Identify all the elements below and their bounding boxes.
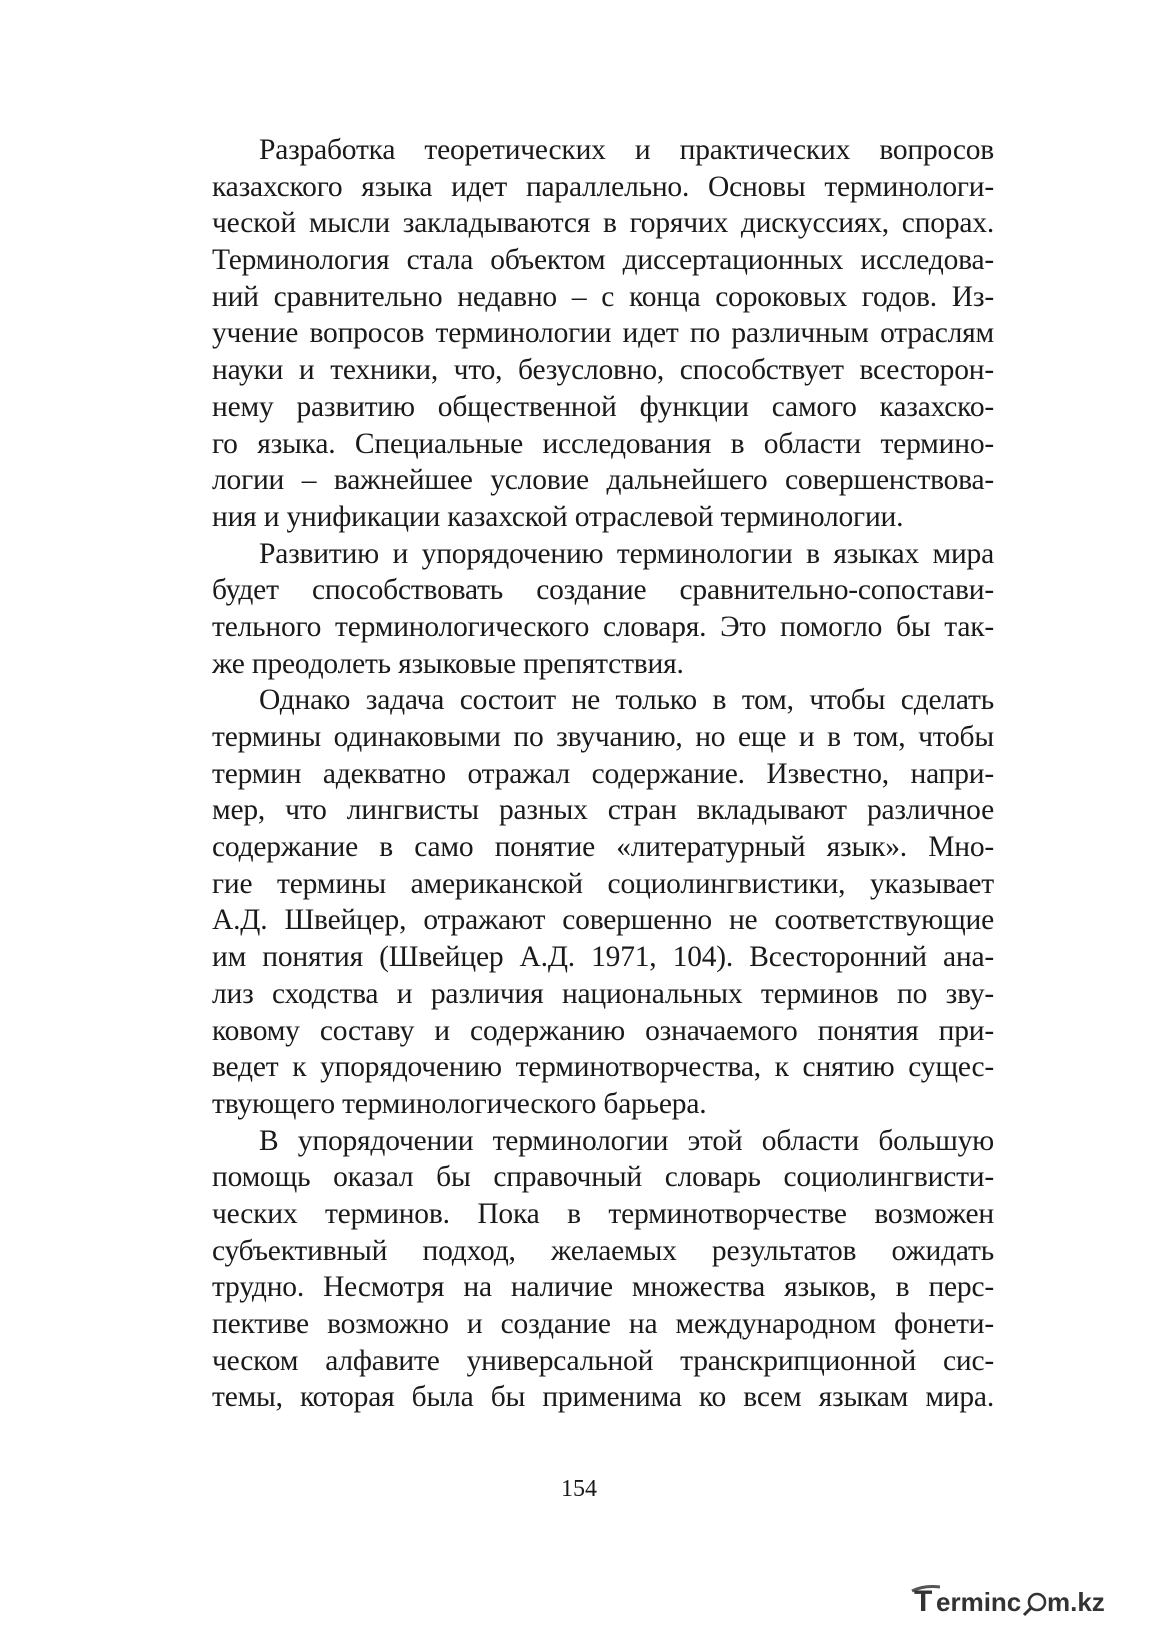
text-line: го языка. Специальные исследования в области термино-: [212, 427, 994, 460]
svg-text:T: T: [914, 1585, 933, 1618]
text-line: науки и техники, что, безусловно, способствует всесторон-: [212, 354, 994, 387]
paragraph: [212, 536, 994, 683]
text-line: трудно. Несмотря на наличие множества языков, в перс-: [212, 1271, 994, 1304]
text-line: лиз сходства и различия национальных терминов по зву-: [212, 977, 994, 1010]
text-line: ведет к упорядочению терминотворчества, к снятию сущес-: [212, 1051, 994, 1084]
svg-text:erminc: erminc: [936, 1587, 1022, 1617]
magnifier-icon: [1024, 1594, 1045, 1615]
text-line: нему развитию общественной функции самого казахско-: [212, 390, 994, 423]
text-line: твующего терминологического барьера.: [212, 1087, 707, 1120]
text-line: будет способствовать создание сравнительно-сопостави-: [212, 574, 994, 607]
text-line: логии – важнейшее условие дальнейшего совершенствова-: [212, 464, 994, 497]
text-line: ния и унификации казахской отраслевой терминологии.: [212, 500, 904, 533]
text-line: Однако задача состоит не только в том, чтобы сделать: [259, 684, 994, 717]
text-line: ний сравнительно недавно – с конца сороковых годов. Из-: [212, 280, 994, 313]
text-line: Развитию и упорядочению терминологии в языках мира: [259, 537, 994, 570]
watermark-logo: [910, 1577, 1132, 1621]
text-line: же преодолеть языковые препятствия.: [212, 647, 684, 680]
text-line: В упорядочении терминологии этой области большую: [259, 1124, 994, 1157]
paragraph: [212, 682, 994, 1122]
text-line: мер, что лингвисты разных стран вкладывают различное: [212, 794, 994, 827]
text-line: субъективный подход, желаемых результатов ожидать: [212, 1234, 994, 1267]
text-line: гие термины американской социолингвистики, указывает: [212, 867, 994, 900]
text-line: темы, которая была бы применима ко всем языкам мира.: [212, 1381, 994, 1414]
text-line: Терминология стала объектом диссертационных исследова-: [212, 244, 994, 277]
text-line: помощь оказал бы справочный словарь социолингвисти-: [212, 1161, 994, 1194]
text-line: содержание в само понятие «литературный язык». Мно-: [212, 831, 994, 864]
paragraph: [212, 132, 994, 536]
text-line: ческом алфавите универсальной транскрипционной сис-: [212, 1344, 994, 1377]
termincom-logo: [910, 1577, 1132, 1621]
text-line: Разработка теоретических и практических вопросов: [259, 134, 994, 166]
text-line: ческой мысли закладываются в горячих дискуссиях, спорах.: [212, 207, 994, 240]
svg-text:m.kz: m.kz: [1047, 1587, 1105, 1617]
text-line: ковому составу и содержанию означаемого понятия при-: [212, 1014, 994, 1047]
paragraph: [212, 1123, 994, 1417]
page-number: 154: [561, 1476, 597, 1502]
text-line: им понятия (Швейцер А.Д. 1971, 104). Всесторонний ана-: [212, 941, 994, 974]
text-line: А.Д. Швейцер, отражают совершенно не соответствующие: [212, 904, 994, 937]
text-line: термины одинаковыми по звучанию, но еще и в том, чтобы: [212, 721, 994, 753]
text-line: пективе возможно и создание на международном фонети-: [212, 1308, 994, 1340]
text-line: казахского языка идет параллельно. Основы терминологи-: [212, 170, 994, 203]
text-line: термин адекватно отражал содержание. Известно, напри-: [212, 757, 994, 790]
text-line: учение вопросов терминологии идет по различным отраслям: [212, 317, 994, 350]
body-text: [212, 132, 994, 1416]
text-line: тельного терминологического словаря. Это помогло бы так-: [212, 610, 994, 643]
text-line: ческих терминов. Пока в терминотворчестве возможен: [212, 1197, 994, 1230]
